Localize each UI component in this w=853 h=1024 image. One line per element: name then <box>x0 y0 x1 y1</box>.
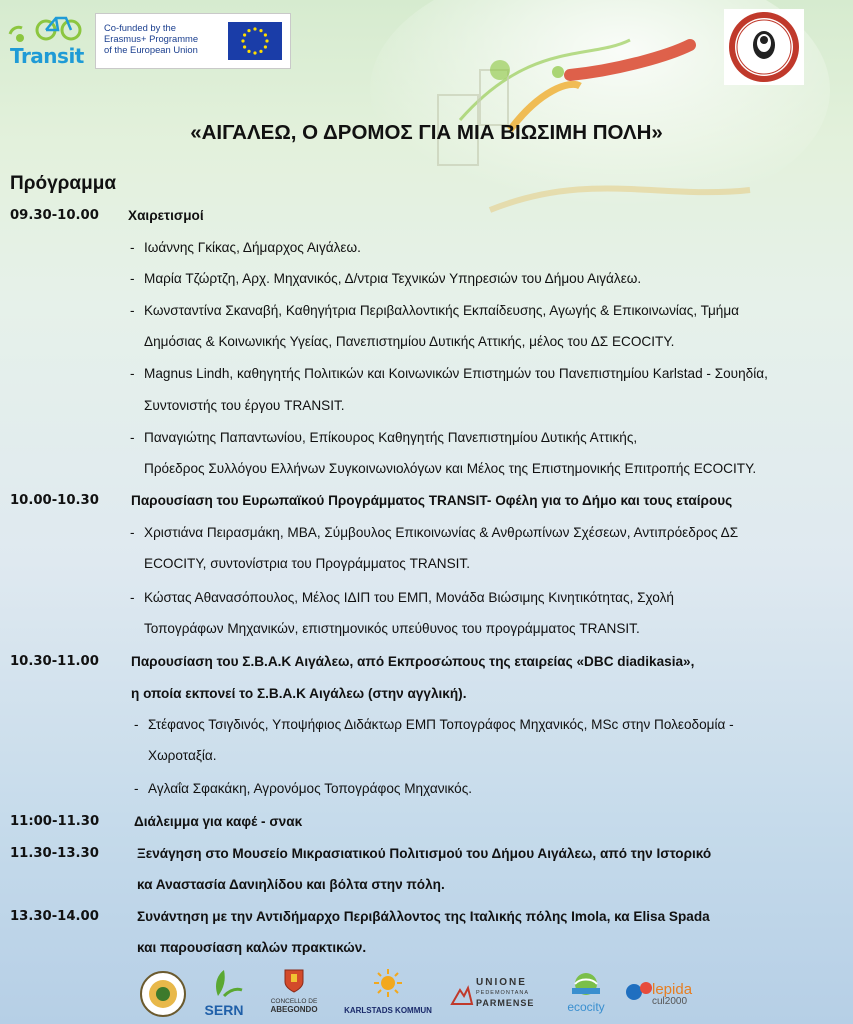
speaker-item: - Αγλαΐα Σφακάκη, Αγρονόμος Τοπογράφος Μηχανικός. <box>134 781 473 796</box>
session-title-continued: κα Αναστασία Δανιηλίδου και βόλτα στην πόλη. <box>137 877 445 892</box>
eu-flag-icon <box>228 22 282 60</box>
session-title: Παρουσίαση του Σ.Β.Α.Κ Αιγάλεω, από Εκπροσώπους της εταιρείας «DBC diadikasia», <box>131 654 695 669</box>
session-time: 09.30-10.00 <box>10 208 99 223</box>
session-time: 13.30-14.00 <box>10 909 99 924</box>
session-time: 10.30-11.00 <box>10 654 99 669</box>
sern-logo: SERN <box>196 968 252 1018</box>
session-title: Διάλειμμα για καφέ - σνακ <box>134 814 303 829</box>
speaker-item: - Κώστας Αθανασόπουλος, Μέλος ΙΔΙΠ του ΕΜΠ, Μονάδα Βιώσιμης Κινητικότητας, Σχολή <box>130 590 674 605</box>
session-title: Συνάντηση με την Αντιδήμαρχο Περιβάλλοντος της Ιταλικής πόλης Imola, κα Elisa Spada <box>137 909 710 924</box>
speaker-item-continued: Χωροταξία. <box>148 748 217 763</box>
seal-icon <box>724 9 804 85</box>
sern-leaf-icon <box>196 968 252 998</box>
speaker-item-continued: Τοπογράφων Μηχανικών, επιστημονικός υπεύθυνος του προγράμματος TRANSIT. <box>144 621 640 636</box>
speaker-item-continued: Δημόσιας & Κοινωνικής Υγείας, Πανεπιστημίου Δυτικής Αττικής, μέλος του ΔΣ ECOCITY. <box>144 334 675 349</box>
karlstads-logo: KARLSTADS KOMMUN <box>338 968 438 1018</box>
transit-logo-text: Transit <box>10 44 84 68</box>
speaker-item: - Ιωάννης Γκίκας, Δήμαρχος Αιγάλεω. <box>130 240 361 255</box>
lepida-logo: lepida cul2000 <box>624 968 704 1018</box>
abegondo-logo: CONCELLO DE ABEGONDO <box>262 968 326 1018</box>
session-time: 10.00-10.30 <box>10 493 99 508</box>
session-title-continued: και παρουσίαση καλών πρακτικών. <box>137 940 367 955</box>
partner-seal-logo <box>138 968 188 1018</box>
erasmus-text: Co-funded by the Erasmus+ Programme of the European Union <box>104 22 199 55</box>
speaker-item: - Μαρία Τζώρτζη, Αρχ. Μηχανικός, Δ/ντρια Τεχνικών Υπηρεσιών του Δήμου Αιγάλεω. <box>130 271 642 286</box>
speaker-item: - Στέφανος Τσιγδινός, Υποψήφιος Διδάκτωρ ΕΜΠ Τοπογράφος Μηχανικός, MSc στην Πολεοδομία - <box>134 717 734 732</box>
unione-parmense-logo: UNIONE PEDEMONTANA PARMENSE <box>450 968 546 1018</box>
session-title: Χαιρετισμοί <box>128 208 204 223</box>
speaker-item: - Παναγιώτης Παπαντωνίου, Επίκουρος Καθηγητής Πανεπιστημίου Δυτικής Αττικής, <box>130 430 638 445</box>
program-heading: Πρόγραμμα <box>10 173 117 194</box>
ecocity-logo: ecocity <box>558 968 614 1018</box>
speaker-item-continued: Συντονιστής του έργου TRANSIT. <box>144 398 345 413</box>
speaker-item: - Κωνσταντίνα Σκαναβή, Καθηγήτρια Περιβαλλοντικής Εκπαίδευσης, Αγωγής & Επικοινωνίας, Τμήμα <box>130 303 740 318</box>
speaker-item: - Magnus Lindh, καθηγητής Πολιτικών και Κοινωνικών Επιστημών του Πανεπιστημίου Karlstad - Σουηδία, <box>130 366 768 381</box>
unione-mark-icon <box>450 982 474 1008</box>
ecocity-globe-icon <box>566 968 606 996</box>
session-title-continued: η οποία εκπονεί το Σ.Β.Α.Κ Αιγάλεω (στην αγγλική). <box>131 686 467 701</box>
session-time: 11:00-11.30 <box>10 814 100 829</box>
speaker-item-continued: Πρόεδρος Συλλόγου Ελλήνων Συγκοινωνιολόγων και Μέλος της Επιστημονικής Επιτροπής ECOCITY. <box>144 461 757 476</box>
speaker-item: - Χριστιάνα Πειρασμάκη, MBA, Σύμβουλος Επικοινωνίας & Ανθρωπίνων Σχέσεων, Αντιπρόεδρος ΔΣ <box>130 525 739 540</box>
erasmus-logo <box>95 13 291 69</box>
speaker-item-continued: ECOCITY, συντονίστρια του Προγράμματος TRANSIT. <box>144 556 471 571</box>
municipality-seal <box>724 9 804 85</box>
sun-icon <box>373 968 403 998</box>
session-title: Ξενάγηση στο Μουσείο Μικρασιατικού Πολιτισμού του Δήμου Αιγάλεω, από την Ιστορικό <box>137 846 712 861</box>
session-time: 11.30-13.30 <box>10 846 99 861</box>
page-title: «ΑΙΓΑΛΕΩ, Ο ΔΡΟΜΟΣ ΓΙΑ ΜΙΑ ΒΙΩΣΙΜΗ ΠΟΛΗ» <box>190 121 663 144</box>
abegondo-shield-icon <box>283 968 305 994</box>
session-title: Παρουσίαση του Ευρωπαϊκού Προγράμματος TRANSIT- Οφέλη για το Δήμο και τους εταίρους <box>131 493 733 508</box>
